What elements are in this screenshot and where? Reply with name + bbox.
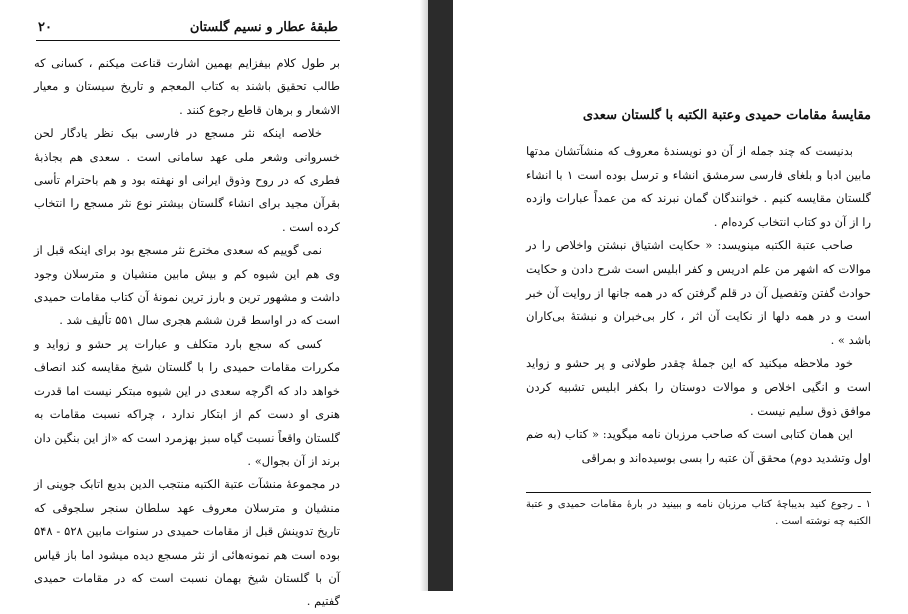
paragraph: نمی گوییم که سعدی مخترع نثر مسجع بود برای اینکه قبل از وی هم این شیوه کم و بیش مابین منشیان و مترسلان وجود داشت و مشهور ترین و بارز ترین نمونهٔ آن کتاب مقامات حمیدی است که در اواسط قرن ششم هجری سال ۵۵۱ تألیف شد . xyxy=(34,243,340,328)
running-title: طبقهٔ عطار و نسیم گلستان xyxy=(189,20,338,35)
footnote-rule xyxy=(526,492,871,493)
right-page-body xyxy=(526,140,871,470)
footnote-text: ۱ ـ رجوع کنید بدیباچهٔ کتاب مرزبان نامه و ببینید در بارهٔ مقامات حمیدی و عتبة الکتبه چه نوشته است . xyxy=(526,499,871,527)
book-gutter xyxy=(428,0,453,591)
page-number: ۲۰ xyxy=(38,20,52,35)
paragraph: خود ملاحظه میکنید که این جملهٔ چقدر طولانی و پر حشو و زواید است و انگیی اخلاص و موالات دوستان را بکفر ابلیس تشبیه کردن موافق ذوق سلیم نیست . xyxy=(526,356,871,418)
page-header xyxy=(38,20,338,42)
right-page xyxy=(453,0,908,591)
paragraph: در مجموعهٔ منشآت عتبة الکتبه منتجب الدین بدیع اتابک جوینی از منشیان و مترسلان معروف عهد سلطان سنجر سلجوقی که تاریخ تدوینش قبل از مقامات حمیدی در سنوات مابین ۵۲۸ - ۵۴۸ بوده است هم نمونه‌هائی از نثر مسجع دیده میشود اما باز قیاس آن با گلستان شیخ بهمان نسبت است که در مقامات حمیدی گفتیم . xyxy=(34,477,340,609)
paragraph: صاحب عتبة الکتبه مینویسد: « حکایت اشتیاق نبشتن واخلاص را در موالات که اشهر من علم ادریس و کفر ابلیس است شرح دادن و حکایت حوادث گفتن وتفصیل آن در قلم گرفتن که در همه جانها از روایت آن خبر است و در همه دلها از نکایت آن اثر ، کار بی‌خبران و نبشتهٔ بی‌کاران باشد » . xyxy=(526,238,871,347)
header-rule xyxy=(36,40,340,41)
left-page xyxy=(0,0,400,609)
paragraph: خلاصه اینکه نثر مسجع در فارسی بیک نظر یادگار لحن خسروانی وشعر ملی عهد سامانی است . سعدی هم بجاذبهٔ فطری که در روح وذوق ایرانی او نهفته بود و هم باحترام تأسی بقرآن مجید برای انشاء گلستان بیشتر نوع نثر مسجع را انتخاب کرده است . xyxy=(34,126,340,234)
footnote xyxy=(526,496,871,530)
paragraph: بر طول کلام بیفزایم بهمین اشارت قناعت میکنم ، کسانی که طالب تحقیق باشند به کتاب المعجم و تاریخ سیستان و معیار الاشعار و برهان قاطع رجوع کنند . xyxy=(34,56,340,117)
paragraph: بدنیست که چند جمله از آن دو نویسندهٔ معروف که منشآتشان مدتها مابین ادبا و بلغای فارسی سرمشق انشاء و ترسل بوده است ۱ با انشاء گلستان مقایسه کنیم . خوانندگان گمان نبرند که من عمداً عبارات وازده را از آن دو کتاب انتخاب کرده‌ام . xyxy=(526,144,871,229)
section-title: مقایسهٔ مقامات حمیدی وعتبة الکتبه با گلستان سعدی xyxy=(582,108,871,123)
paragraph: این همان کتابی است که صاحب مرزبان نامه میگوید: « کتاب (به ضم اول وتشدید دوم) محقق آن عتبه را بسی بوسیده‌اند و بمراقی xyxy=(526,427,871,465)
left-page-body xyxy=(34,52,340,614)
paragraph: کسی که سجع بارد متکلف و عبارات پر حشو و زواید و مکررات مقامات حمیدی را با گلستان شیخ مقایسه کند انصاف خواهد داد که اگرچه سعدی در این شیوه مبتکر نیست اما قدرت هنری او دست کم از ابتکار ندارد ، چراکه نسبت مقامات به گلستان واقعاً نسبت گیاه سبز بهزمرد است که «از این بنگین دان برند از آن بجوال» . xyxy=(34,336,340,468)
